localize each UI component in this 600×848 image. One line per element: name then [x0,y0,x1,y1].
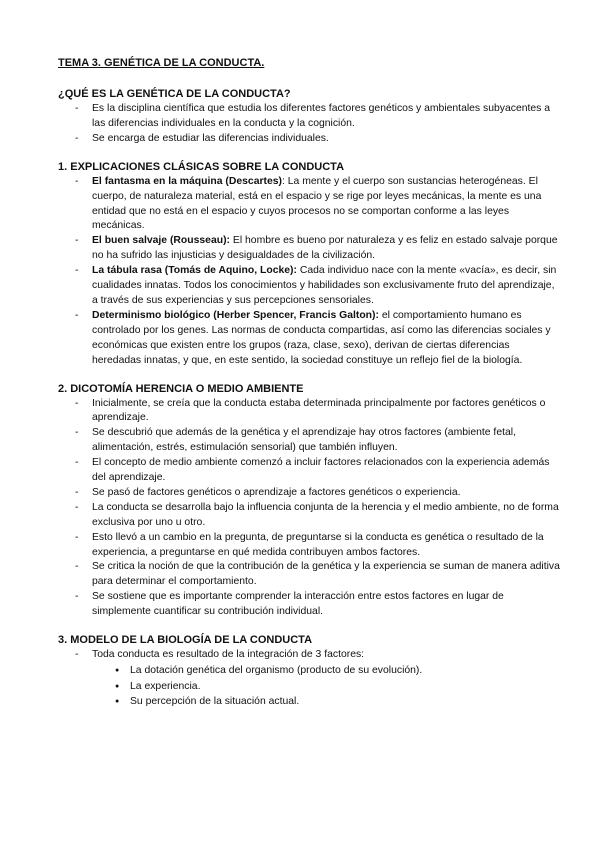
list-item: - Esto llevó a un cambio en la pregunta, de preguntarse si la conducta es genética o resultado de la experiencia, a preguntarse en qué medida contribuyen ambos factores. [92,531,560,561]
list-item [92,648,560,709]
section-biology-model [58,633,560,709]
list-item: - Se sostiene que es importante comprender la interacción entre estos factores en lugar de simplemente cuantificar su contribución individual. [92,590,560,620]
list-item: - La conducta se desarrolla bajo la influencia conjunta de la herencia y el medio ambiente, no de forma exclusiva por uno u otro. [92,501,560,531]
bullet-item: ● La experiencia. [130,679,560,695]
term: Determinismo biológico (Herber Spencer, Francis Galton): [92,309,379,321]
list-item [92,309,560,369]
intro-section [58,87,560,147]
section2-list [58,397,560,621]
bullet-item: ● Su percepción de la situación actual. [130,694,560,710]
section2-heading: 2. DICOTOMÍA HERENCIA O MEDIO AMBIENTE [58,382,304,395]
list-item: - Inicialmente, se creía que la conducta estaba determinada principalmente por factores genéticos o aprendizaje. [92,397,560,427]
list-item [92,175,560,235]
term: El buen salvaje (Rousseau): [92,235,231,247]
list-item-text: Toda conducta es resultado de la integración de 3 factores: [92,649,365,661]
definition: Cada individuo nace con la mente «vacía», es decir, sin cualidades innatas. Todos los conocimientos y habilidades son exclusivamente fruto del aprendizaje, a través de sus experiencias y sus percepciones sensoriales. [92,265,557,306]
list-item: - Se descubrió que además de la genética y el aprendizaje hay otros factores (ambiente fetal, alimentación, estrés, estimulación sensorial) que también influyen. [92,426,560,456]
section3-list [58,648,560,709]
list-item [92,234,560,264]
document-title: TEMA 3. GENÉTICA DE LA CONDUCTA. [58,57,265,69]
definition: El hombre es bueno por naturaleza y es feliz en estado salvaje porque no ha sufrido las injusticias y desigualdades de la civilización. [92,235,558,262]
bullet-item: ● La dotación genética del organismo (producto de su evolución). [130,663,560,679]
section1-list [58,175,560,369]
section1-heading: 1. EXPLICACIONES CLÁSICAS SOBRE LA CONDUCTA [58,160,345,173]
list-item [92,264,560,309]
definition: el comportamiento humano es controlado por los genes. Las normas de conducta compartidas, así como las diferencias sociales y económicas que existen entre los grupos (raza, clase, sexo), derivan de ciertas diferencias heredadas innatas, y que, en este sentido, la sociedad constituye un reflejo fiel de la biología. [92,309,551,366]
list-item: - El concepto de medio ambiente comenzó a incluir factores relacionados con la experiencia además del aprendizaje. [92,456,560,486]
section-classic-explanations [58,160,560,369]
list-item: - Es la disciplina científica que estudia los diferentes factores genéticos y ambientales subyacentes a las diferencias individuales en la conducta y la cognición. [92,102,560,132]
list-item: - Se pasó de factores genéticos o aprendizaje a factores genéticos o experiencia. [92,486,560,501]
factors-list [92,663,560,710]
list-item: - Se encarga de estudiar las diferencias individuales. [92,132,560,147]
term: El fantasma en la máquina (Descartes) [92,175,282,187]
intro-list [58,102,560,147]
section-heredity-environment [58,382,560,621]
term: La tábula rasa (Tomás de Aquino, Locke): [92,265,297,277]
list-item: - Se critica la noción de que la contribución de la genética y la experiencia se suman de manera aditiva para determinar el comportamiento. [92,560,560,590]
definition: : La mente y el cuerpo son sustancias heterogéneas. El cuerpo, de naturaleza material, está en el espacio y se rige por leyes mecánicas, la mente es una entidad que no está en el espacio y cuyos procesos no se comportan conforme a las leyes mecánicas. [92,175,542,232]
section3-heading: 3. MODELO DE LA BIOLOGÍA DE LA CONDUCTA [58,634,313,647]
intro-heading: ¿QUÉ ES LA GENÉTICA DE LA CONDUCTA? [58,88,291,100]
